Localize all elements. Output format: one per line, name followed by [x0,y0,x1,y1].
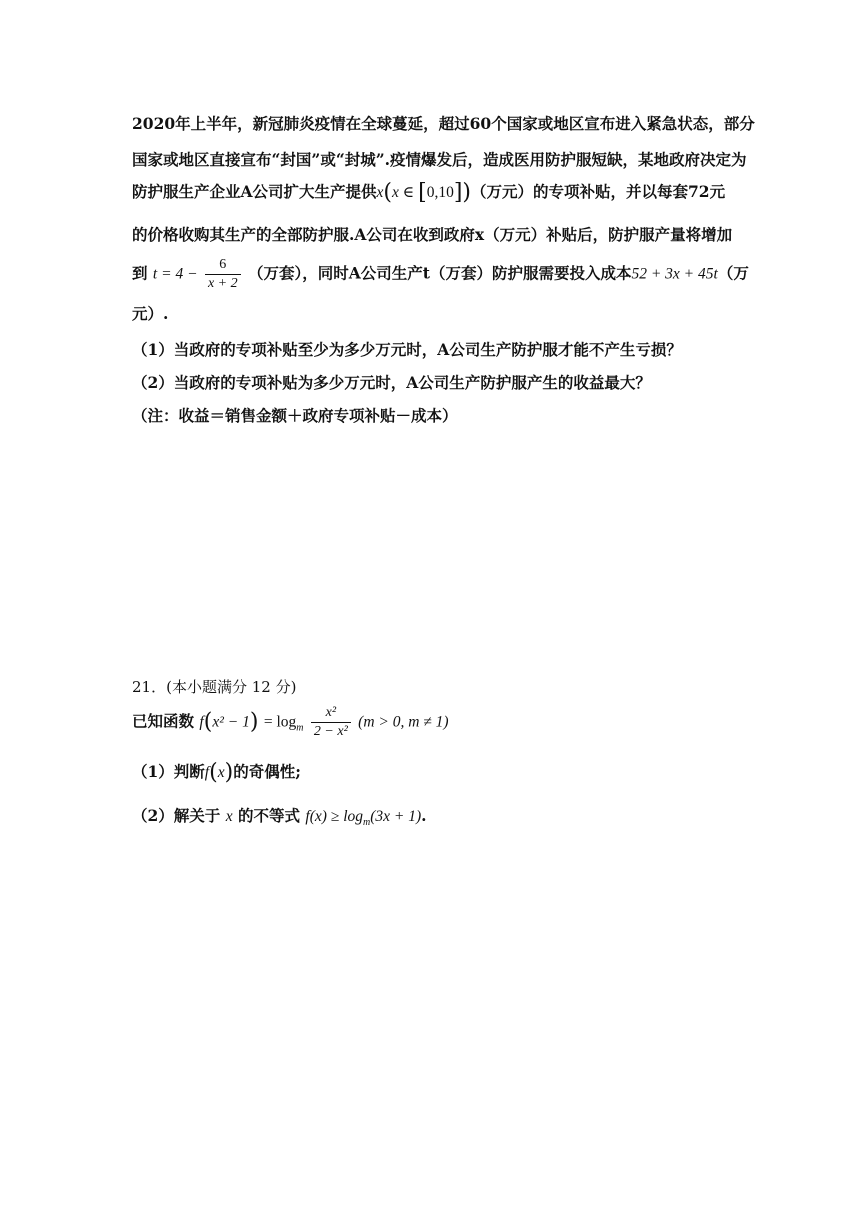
q21-header-text: 21．(本小题满分 12 分) [132,678,297,696]
q20-text-5b: （万套），同时A公司生产t（万套）防护服需要投入成本 [248,263,632,283]
q20-line-4 [132,223,732,245]
q21-header [132,676,296,697]
q20-line-1 [132,112,755,134]
q21-part-1-pre: （1）判断 [132,762,205,781]
q21-given: 已知函数 $f(x^2 - 1) = \log_m$ $\frac{\text{x²}}{\text{2 − x²}}$ (m > 0, m ≠ 1) [132,705,449,739]
q21-part-2 [132,804,427,828]
log-symbol: = log [263,713,297,731]
func-f: f [199,713,204,731]
q21-part-2-mid: 的不等式 [238,806,301,825]
q20-text-3b: （万元）的专项补贴，并以每套72元 [471,182,726,201]
q21-part-1-post: 的奇偶性; [233,762,301,781]
fraction-numerator: 6 [205,256,241,275]
q20-line-6 [132,302,168,324]
q21-given-text: 已知函数 [132,711,195,731]
q20-part-2-text: （2）当政府的专项补贴为多少万元时，A公司生产防护服产生的收益最大？ [132,373,651,392]
q21-part-2-end: . [421,806,427,825]
q20-part-2 [132,371,651,393]
q20-text-4: 的价格收购其生产的全部防护服.A公司在收到政府x（万元）补贴后，防护服产量将增加 [132,225,733,244]
func-arg: x [217,764,225,781]
q20-line-5 [132,256,749,293]
log-fraction [311,704,351,741]
q20-note [132,404,458,426]
q20-note-text: （注：收益＝销售金额＋政府专项补贴－成本） [132,406,458,425]
var-x: x [225,808,233,825]
q21-part-1: （1）判断f(x)的奇偶性; [132,760,301,785]
q21-part-2-pre: （2）解关于 [132,806,221,825]
q20-text-2: 国家或地区直接宣布“封国”或“封城”.疫情爆发后，造成医用防护服短缺，某地政府决定为 [132,150,747,169]
t-formula-left: t = 4 − [152,265,198,283]
func-f: f [204,764,210,781]
log-base: m [296,722,304,734]
interval-values: 0,10 [426,184,454,201]
t-formula-fraction [205,256,241,293]
q20-text-1: 2020年上半年，新冠肺炎疫情在全球蔓延，超过60个国家或地区宣布进入紧急状态，部分 [132,114,755,133]
q20-line-3: 防护服生产企业A公司扩大生产提供x(x ∈ [0,10])（万元）的专项补贴，并以每套72元 [132,180,726,205]
condition: (m > 0, m ≠ 1) [358,713,449,731]
q20-part-1-text: （1）当政府的专项补贴至少为多少万元时，A公司生产防护服才能不产生亏损？ [132,340,682,359]
q20-text-5a: 到 [132,263,148,283]
fraction-denominator: x + 2 [207,276,238,291]
cost-formula: 52 + 3x + 45t [631,265,718,283]
inequality-left: f(x) ≥ log [305,808,363,825]
set-member: x ∈ [392,184,419,201]
q20-line-2 [132,148,747,170]
fraction-numerator: x² [311,704,351,723]
q20-text-3a: 防护服生产企业A公司扩大生产提供 [132,182,377,201]
log-base: m [363,817,371,829]
var-x: x [376,184,384,201]
q20-part-1 [132,338,682,360]
func-arg: x² − 1 [212,713,250,731]
inequality-right: (3x + 1) [370,808,422,825]
fraction-denominator: 2 − x² [313,724,348,739]
q20-text-5c: （万 [717,263,749,283]
q20-text-6: 元）. [132,304,169,323]
